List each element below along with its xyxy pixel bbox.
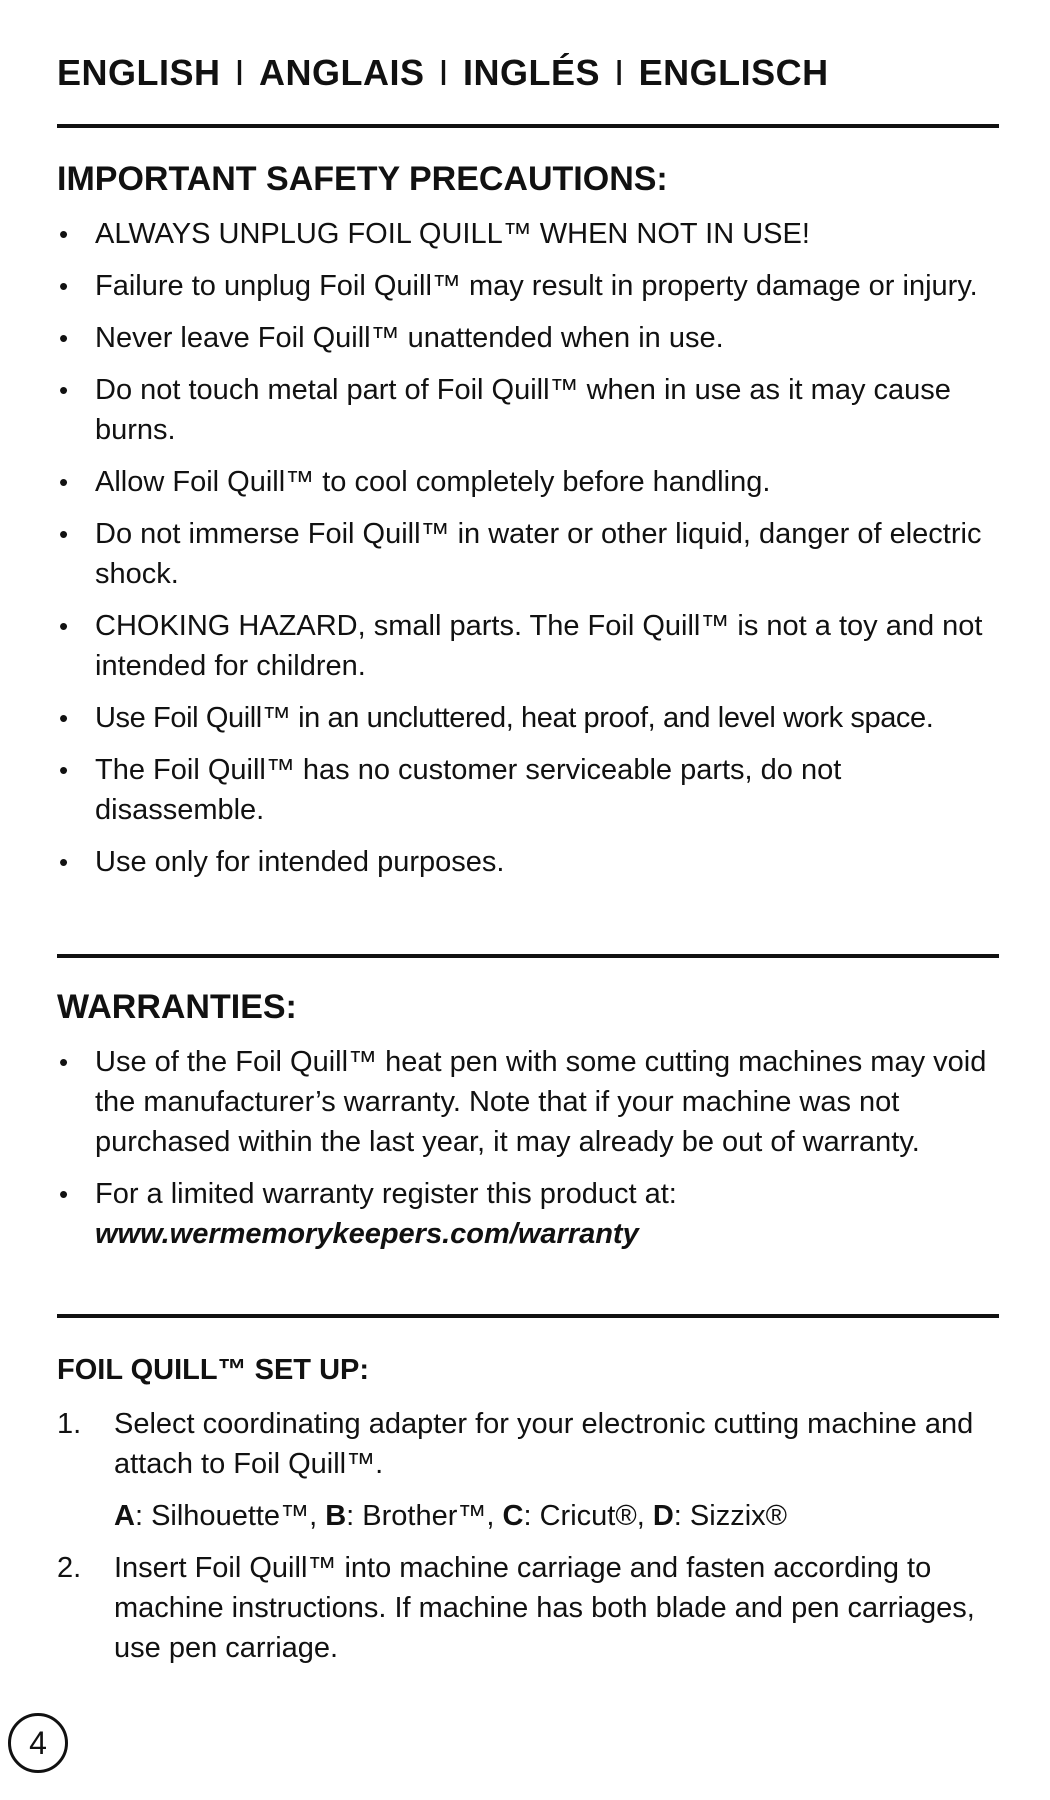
bullet-icon: • xyxy=(59,703,69,733)
language-separator: I xyxy=(438,52,450,93)
list-item xyxy=(57,266,999,306)
adapter-name: Cricut® xyxy=(539,1500,637,1532)
list-item xyxy=(57,514,999,594)
list-item xyxy=(57,462,999,502)
warranties-list xyxy=(57,1042,999,1266)
safety-heading: IMPORTANT SAFETY PRECAUTIONS: xyxy=(57,160,668,198)
step-number: 1. xyxy=(57,1408,82,1440)
safety-item-text: Allow Foil Quill™ to cool completely before handling. xyxy=(95,466,771,498)
bullet-icon: • xyxy=(59,271,69,301)
safety-item-text: Never leave Foil Quill™ unattended when in use. xyxy=(95,322,724,354)
safety-item-text: Failure to unplug Foil Quill™ may result in property damage or injury. xyxy=(95,270,978,302)
list-item xyxy=(57,1548,999,1668)
divider xyxy=(57,1314,999,1318)
language-ingles: INGLÉS xyxy=(463,52,601,93)
adapter-letter: B xyxy=(325,1500,347,1532)
list-item xyxy=(57,606,999,686)
safety-list xyxy=(57,214,999,894)
step-text: Insert Foil Quill™ into machine carriage and fasten according to machine instructions. If machine has both blade and pen carriages, use pen carriage. xyxy=(114,1552,975,1664)
list-item xyxy=(57,750,999,830)
safety-item-text: Do not immerse Foil Quill™ in water or other liquid, danger of electric shock. xyxy=(95,518,982,590)
language-separator: I xyxy=(614,52,625,93)
bullet-icon: • xyxy=(59,375,69,405)
adapter-name: Brother™ xyxy=(362,1500,487,1532)
safety-item-text: CHOKING HAZARD, small parts. The Foil Quill™ is not a toy and not intended for children. xyxy=(95,610,983,682)
divider xyxy=(57,954,999,958)
page-number: 4 xyxy=(8,1713,68,1773)
language-bar xyxy=(57,52,829,94)
list-item xyxy=(57,318,999,358)
divider xyxy=(57,124,999,128)
bullet-icon: • xyxy=(59,847,69,877)
adapter-letter: A xyxy=(114,1500,135,1532)
list-item xyxy=(57,370,999,450)
language-separator: I xyxy=(234,52,246,93)
list-item xyxy=(57,1174,999,1254)
list-item xyxy=(57,1042,999,1162)
language-english: ENGLISH xyxy=(57,52,221,93)
step-number: 2. xyxy=(57,1552,82,1584)
adapter-name: Silhouette™ xyxy=(151,1500,310,1532)
list-item xyxy=(57,842,999,882)
safety-item-text: Do not touch metal part of Foil Quill™ when in use as it may cause burns. xyxy=(95,374,951,446)
safety-item-text: The Foil Quill™ has no customer serviceable parts, do not disassemble. xyxy=(95,754,842,826)
setup-heading: FOIL QUILL™ SET UP: xyxy=(57,1354,370,1386)
bullet-icon: • xyxy=(59,1179,69,1209)
list-item xyxy=(57,1404,999,1536)
safety-item-text: ALWAYS UNPLUG FOIL QUILL™ WHEN NOT IN USE! xyxy=(95,218,810,250)
bullet-icon: • xyxy=(59,1047,69,1077)
warranties-heading: WARRANTIES: xyxy=(57,988,297,1026)
bullet-icon: • xyxy=(59,219,69,249)
bullet-icon: • xyxy=(59,467,69,497)
safety-item-text: Use only for intended purposes. xyxy=(95,846,505,878)
adapter-letter: C xyxy=(502,1500,524,1532)
warranty-item-text: Use of the Foil Quill™ heat pen with some cutting machines may void the manufacturer’s warranty. Note that if your machine was not purchased within the last year, it may already be out of warranty. xyxy=(95,1046,987,1158)
adapter-letter: D xyxy=(652,1500,674,1532)
list-item xyxy=(57,698,999,738)
bullet-icon: • xyxy=(59,755,69,785)
list-item xyxy=(57,214,999,254)
language-anglais: ANGLAIS xyxy=(259,52,425,93)
bullet-icon: • xyxy=(59,519,69,549)
adapter-list: A: Silhouette™, B: Brother™, C: Cricut®, D: Sizzix® xyxy=(114,1500,788,1532)
step-text: Select coordinating adapter for your electronic cutting machine and attach to Foil Quill™. xyxy=(114,1408,974,1480)
warranty-item-text: For a limited warranty register this product at: xyxy=(95,1178,677,1210)
adapter-name: Sizzix® xyxy=(689,1500,788,1532)
setup-steps xyxy=(57,1404,999,1680)
language-englisch: ENGLISCH xyxy=(638,52,829,93)
bullet-icon: • xyxy=(59,611,69,641)
warranty-link[interactable]: www.wermemorykeepers.com/warranty xyxy=(95,1218,639,1250)
bullet-icon: • xyxy=(59,323,69,353)
safety-item-text: Use Foil Quill™ in an uncluttered, heat proof, and level work space. xyxy=(95,702,934,734)
